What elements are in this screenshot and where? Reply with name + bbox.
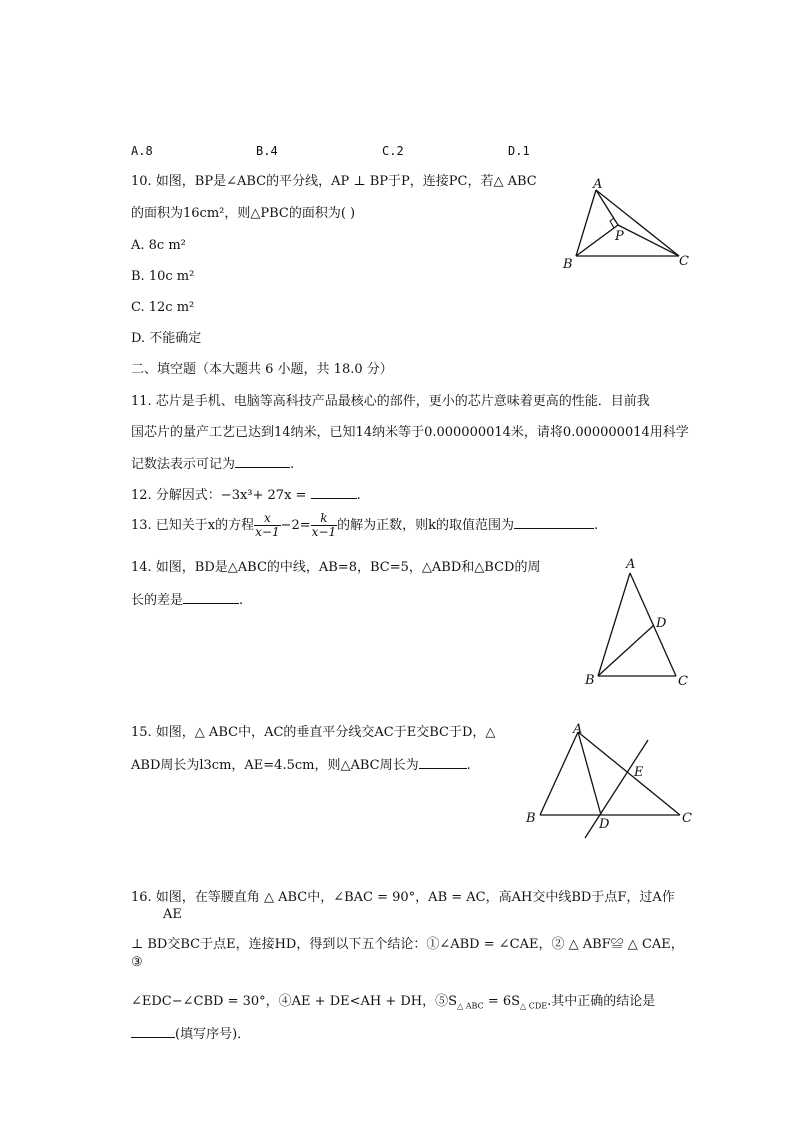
q14-figure	[580, 555, 700, 695]
q10-option-d: D. 不能确定	[131, 331, 202, 346]
label-b: B	[563, 257, 573, 272]
q15-line2: ABD周长为l3cm，AE=4.5cm，则△ABC周长为 .	[131, 758, 471, 773]
q10-option-a: A. 8c m²	[131, 238, 186, 253]
answer-blank	[131, 1025, 175, 1038]
label-a: A	[573, 722, 583, 737]
option-d: D.1	[508, 144, 530, 158]
answer-blank	[514, 516, 594, 529]
answer-blank	[311, 486, 357, 499]
q16-line1b: AE	[163, 907, 182, 922]
q16-line1: 16. 如图，在等腰直角 △ ABC中，∠BAC = 90°，AB = AC，高AH交中线BD于点F，过A作	[131, 890, 675, 905]
q11-line1: 11. 芯片是手机、电脑等高科技产品最核心的部件，更小的芯片意味着更高的性能．目前我	[131, 394, 650, 409]
q13-line: 13. 已知关于x的方程 $\frac{x}{x-1}$ −2= $\frac{k}{x-1}$ 的解为正数，则k的取值范围为 .	[131, 511, 599, 539]
q10-line1: 10. 如图，BP是∠ABC的平分线，AP ⊥ BP于P，连接PC，若△ ABC	[131, 174, 537, 189]
q14-line2: 长的差是 .	[131, 593, 244, 608]
label-d: D	[599, 817, 610, 832]
option-b: B.4	[256, 144, 278, 158]
label-a: A	[626, 557, 636, 572]
label-d: D	[656, 616, 667, 631]
answer-blank	[183, 591, 239, 604]
q10-figure	[555, 175, 705, 275]
q16-line2b: ③	[131, 955, 143, 970]
label-b: B	[526, 811, 536, 826]
fraction-1: $\frac{x}{x-1}$	[255, 511, 280, 539]
q15-figure	[520, 718, 705, 848]
q10-line2: 的面积为16cm²，则△PBC的面积为( )	[131, 206, 356, 221]
label-p: P	[615, 229, 624, 244]
fraction-2: $\frac{k}{x-1}$	[311, 511, 337, 539]
answer-blank	[419, 756, 467, 769]
q16-line3: ∠EDC−∠CBD = 30°，④AE + DE<AH + DH，$⑤S_{\triangle ABC} = 6S_{\triangle CDE}$.其中正确的结论是	[131, 994, 656, 1011]
q15-line1: 15. 如图，△ ABC中，AC的垂直平分线交AC于E交BC于D，△	[131, 725, 496, 740]
q11-line2: 国芯片的量产工艺已达到14纳米，已知14纳米等于0.000000014米，请将0.000000014用科学	[131, 425, 689, 440]
label-e: E	[634, 765, 644, 780]
answer-blank	[235, 455, 290, 468]
q12-line: 12. 分解因式：−3x³+ 27x = .	[131, 488, 361, 503]
option-c: C.2	[382, 144, 404, 158]
label-b: B	[585, 673, 595, 688]
label-c: C	[682, 811, 692, 826]
section2-title: 二、填空题（本大题共 6 小题，共 18.0 分）	[131, 362, 393, 377]
option-a: A.8	[131, 144, 153, 158]
label-c: C	[679, 254, 689, 269]
q16-line4: (填写序号)．	[131, 1025, 250, 1044]
q16-line2: ⊥ BD交BC于点E，连接HD，得到以下五个结论：①∠ABD = ∠CAE，② △ ABF≌ △ CAE，	[131, 937, 684, 952]
label-a: A	[593, 177, 603, 192]
q14-line1: 14. 如图，BD是△ABC的中线，AB=8，BC=5，△ABD和△BCD的周	[131, 560, 541, 575]
q10-option-b: B. 10c m²	[131, 269, 195, 284]
q10-option-c: C. 12c m²	[131, 300, 195, 315]
q11-line3: 记数法表示可记为 .	[131, 457, 295, 472]
label-c: C	[678, 674, 688, 689]
